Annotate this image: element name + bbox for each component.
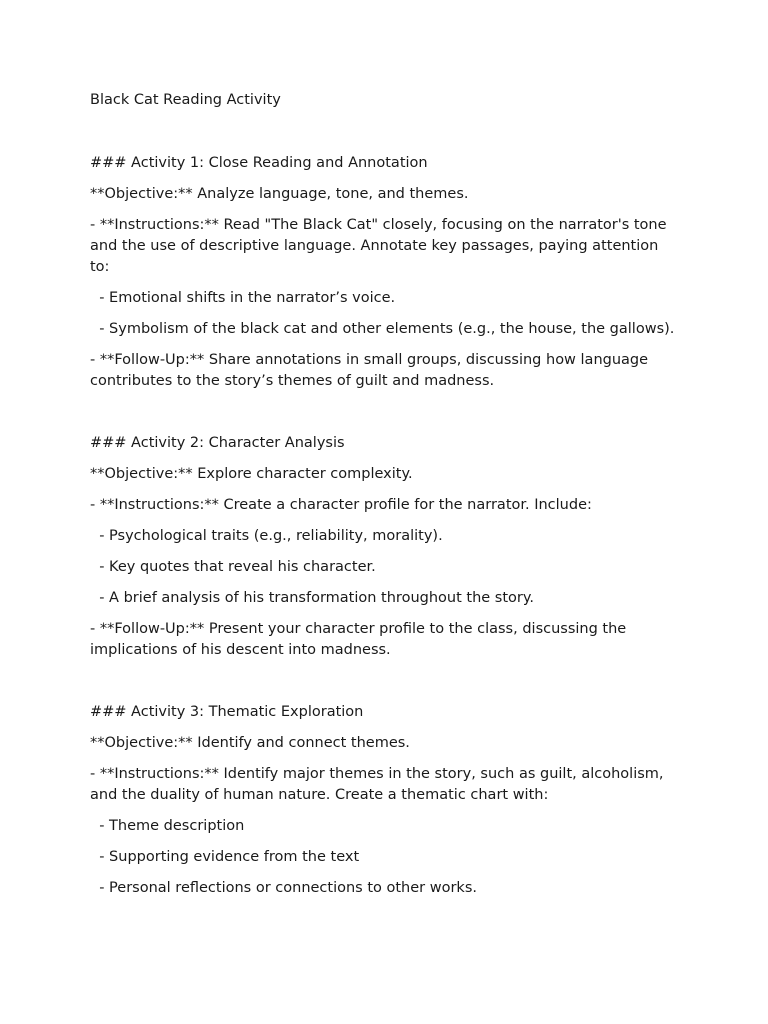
activity-2-subitem: - A brief analysis of his transformation throughout the story.: [90, 590, 534, 606]
activity-3-subitem: - Theme description: [90, 818, 245, 834]
activity-3-subitem: - Personal reflections or connections to other works.: [90, 880, 477, 896]
activity-3-subitem: - Supporting evidence from the text: [90, 849, 360, 865]
activity-1-followup: - **Follow-Up:** Share annotations in small groups, discussing how language contributes to the story’s themes of guilt and madness.: [90, 352, 653, 389]
activity-1-objective: **Objective:** Analyze language, tone, and themes.: [90, 186, 469, 202]
activity-1-subitem: - Symbolism of the black cat and other elements (e.g., the house, the gallows).: [90, 321, 675, 337]
document-page: [90, 90, 680, 909]
activity-1-instructions: - **Instructions:** Read "The Black Cat" closely, focusing on the narrator's tone and the use of descriptive language. Annotate key passages, paying attention to:: [90, 217, 672, 275]
document-title: Black Cat Reading Activity: [90, 92, 281, 108]
activity-2-objective: **Objective:** Explore character complexity.: [90, 466, 413, 482]
activity-2-heading: ### Activity 2: Character Analysis: [90, 435, 345, 451]
activity-1-heading: ### Activity 1: Close Reading and Annotation: [90, 155, 428, 171]
activity-2-instructions: - **Instructions:** Create a character profile for the narrator. Include:: [90, 497, 592, 513]
activity-2-followup: - **Follow-Up:** Present your character profile to the class, discussing the implications of his descent into madness.: [90, 621, 631, 658]
activity-3-objective: **Objective:** Identify and connect themes.: [90, 735, 410, 751]
activity-1-subitem: - Emotional shifts in the narrator’s voice.: [90, 290, 396, 306]
activity-3-instructions: - **Instructions:** Identify major themes in the story, such as guilt, alcoholism, and the duality of human nature. Create a thematic chart with:: [90, 766, 669, 803]
activity-2-subitem: - Psychological traits (e.g., reliability, morality).: [90, 528, 443, 544]
activity-2-subitem: - Key quotes that reveal his character.: [90, 559, 376, 575]
activity-3-heading: ### Activity 3: Thematic Exploration: [90, 704, 364, 720]
